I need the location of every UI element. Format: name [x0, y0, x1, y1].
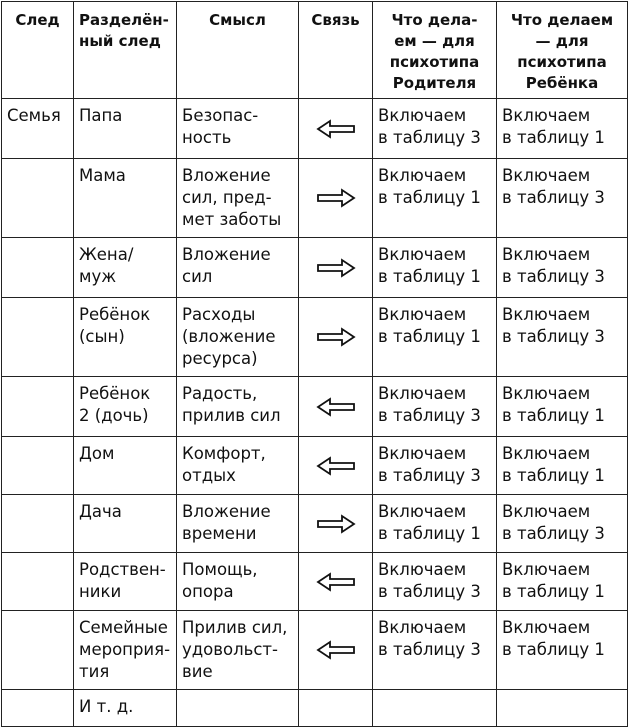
cell-child: Включаем в таблицу 3 — [497, 495, 628, 553]
table-row — [2, 377, 628, 437]
arrow-left-icon — [316, 119, 356, 139]
cell-sub-trace: Мама — [74, 159, 177, 238]
cell-parent: Включаем в таблицу 3 — [373, 611, 497, 690]
cell-child: Включаем в таблицу 3 — [497, 238, 628, 298]
cell-sub-trace: Ребёнок (сын) — [74, 298, 177, 377]
cell-link — [299, 553, 373, 611]
cell-parent: Включаем в таблицу 1 — [373, 298, 497, 377]
cell-sub-trace: И т. д. — [74, 690, 177, 727]
cell-meaning: Расходы (вложение ресурса) — [177, 298, 299, 377]
cell-trace — [2, 611, 74, 690]
cell-parent — [373, 690, 497, 727]
cell-child — [497, 690, 628, 727]
cell-link — [299, 377, 373, 437]
cell-sub-trace: Дом — [74, 437, 177, 495]
arrow-right-icon — [316, 188, 356, 208]
cell-trace: Семья — [2, 99, 74, 159]
cell-trace — [2, 553, 74, 611]
cell-child: Включаем в таблицу 1 — [497, 611, 628, 690]
header-sub-trace: Разделён- ный след — [74, 2, 177, 99]
header-parent: Что дела- ем — для психотипа Родителя — [373, 2, 497, 99]
cell-child: Включаем в таблицу 1 — [497, 553, 628, 611]
cell-child: Включаем в таблицу 3 — [497, 298, 628, 377]
cell-link — [299, 159, 373, 238]
cell-parent: Включаем в таблицу 3 — [373, 437, 497, 495]
cell-meaning: Вложение сил — [177, 238, 299, 298]
table-row — [2, 495, 628, 553]
trace-table — [1, 1, 628, 727]
table-row — [2, 159, 628, 238]
cell-link — [299, 238, 373, 298]
cell-sub-trace: Папа — [74, 99, 177, 159]
cell-meaning: Радость, прилив сил — [177, 377, 299, 437]
cell-child: Включаем в таблицу 1 — [497, 377, 628, 437]
table-row — [2, 238, 628, 298]
cell-trace — [2, 298, 74, 377]
table-row — [2, 298, 628, 377]
cell-trace — [2, 690, 74, 727]
cell-meaning: Комфорт, отдых — [177, 437, 299, 495]
cell-trace — [2, 159, 74, 238]
cell-link — [299, 99, 373, 159]
cell-trace — [2, 377, 74, 437]
header-link: Связь — [299, 2, 373, 99]
cell-parent: Включаем в таблицу 1 — [373, 159, 497, 238]
cell-trace — [2, 495, 74, 553]
cell-parent: Включаем в таблицу 3 — [373, 377, 497, 437]
cell-sub-trace: Дача — [74, 495, 177, 553]
table-row — [2, 99, 628, 159]
cell-child: Включаем в таблицу 3 — [497, 159, 628, 238]
cell-trace — [2, 437, 74, 495]
cell-parent: Включаем в таблицу 3 — [373, 99, 497, 159]
cell-sub-trace: Жена/ муж — [74, 238, 177, 298]
arrow-left-icon — [316, 572, 356, 592]
cell-trace — [2, 238, 74, 298]
table-row — [2, 611, 628, 690]
table-row — [2, 553, 628, 611]
cell-sub-trace: Родствен- ники — [74, 553, 177, 611]
cell-link — [299, 437, 373, 495]
table-row — [2, 437, 628, 495]
arrow-left-icon — [316, 640, 356, 660]
cell-meaning: Вложение времени — [177, 495, 299, 553]
cell-child: Включаем в таблицу 1 — [497, 437, 628, 495]
cell-link — [299, 495, 373, 553]
cell-parent: Включаем в таблицу 1 — [373, 238, 497, 298]
cell-parent: Включаем в таблицу 1 — [373, 495, 497, 553]
cell-parent: Включаем в таблицу 3 — [373, 553, 497, 611]
cell-meaning: Помощь, опора — [177, 553, 299, 611]
header-child: Что делаем — для психотипа Ребёнка — [497, 2, 628, 99]
cell-sub-trace: Ребёнок 2 (дочь) — [74, 377, 177, 437]
cell-meaning: Безопас- ность — [177, 99, 299, 159]
arrow-right-icon — [316, 258, 356, 278]
cell-meaning: Прилив сил, удовольст- вие — [177, 611, 299, 690]
header-row — [2, 2, 628, 99]
arrow-right-icon — [316, 327, 356, 347]
cell-child: Включаем в таблицу 1 — [497, 99, 628, 159]
arrow-left-icon — [316, 397, 356, 417]
cell-link — [299, 298, 373, 377]
arrow-left-icon — [316, 456, 356, 476]
table-row — [2, 690, 628, 727]
arrow-right-icon — [316, 514, 356, 534]
cell-meaning — [177, 690, 299, 727]
cell-meaning: Вложение сил, пред- мет заботы — [177, 159, 299, 238]
cell-link — [299, 690, 373, 727]
cell-link — [299, 611, 373, 690]
header-meaning: Смысл — [177, 2, 299, 99]
cell-sub-trace: Семейные мероприя- тия — [74, 611, 177, 690]
header-trace: След — [2, 2, 74, 99]
